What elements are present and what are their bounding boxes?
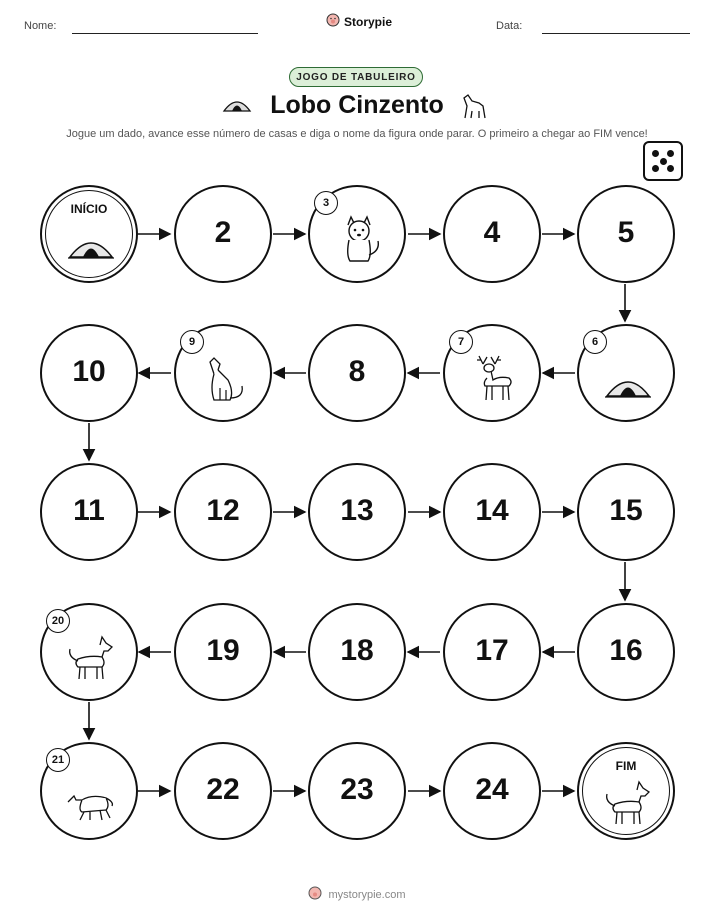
board-cell: [443, 603, 541, 701]
cell-number: 8: [348, 355, 366, 388]
howling-wolf-icon: [200, 354, 250, 402]
instructions: Jogue um dado, avance esse número de casas e diga o nome da figura onde parar. O primeiro a chegar ao FIM vence!: [66, 128, 648, 140]
cell-number-tag: 21: [46, 748, 70, 772]
board-cell: [577, 463, 675, 561]
stalking-wolf-icon: [66, 784, 116, 824]
cell-number: 24: [475, 773, 509, 806]
cell-number: 15: [609, 494, 643, 527]
cell-number: 2: [214, 216, 232, 249]
deer-icon: [469, 354, 519, 402]
board-cell: [40, 463, 138, 561]
board-cell: [443, 463, 541, 561]
cell-number: 4: [483, 216, 501, 249]
board-cell: [308, 742, 406, 840]
wolf-pup-icon: [334, 215, 384, 263]
cell-number: 18: [340, 634, 374, 667]
start-label: INÍCIO: [70, 202, 108, 216]
board-cell: [174, 463, 272, 561]
board-cell-picture: [443, 324, 541, 422]
game-type-badge: JOGO DE TABULEIRO: [289, 67, 423, 87]
footer: [0, 886, 714, 903]
pig-mascot-icon: [308, 886, 322, 903]
name-label: Nome:: [24, 20, 57, 32]
brand-name: Storypie: [344, 14, 393, 29]
board-cell: [308, 463, 406, 561]
cell-number-tag: 6: [583, 330, 607, 354]
board-cell: [443, 185, 541, 283]
standing-wolf-icon: [66, 633, 116, 681]
end-label: FIM: [615, 759, 637, 773]
board-cell-picture: [577, 324, 675, 422]
board-cell: [308, 324, 406, 422]
cell-number-tag: 9: [180, 330, 204, 354]
date-label: Data:: [496, 20, 523, 32]
cell-number: 11: [73, 494, 105, 527]
page-title: Lobo Cinzento: [270, 91, 444, 119]
cave-icon: [66, 227, 116, 267]
board-cell-end: [577, 742, 675, 840]
footer-url[interactable]: mystorypie.com: [328, 888, 406, 901]
cell-number: 19: [206, 634, 240, 667]
board-cell-start: [40, 185, 138, 283]
cell-number: 12: [206, 494, 240, 527]
cell-number-tag: 7: [449, 330, 473, 354]
cell-number-tag: 3: [314, 191, 338, 215]
cell-number: 13: [340, 494, 374, 527]
cell-number: 17: [475, 634, 509, 667]
board-cell-picture: [308, 185, 406, 283]
cell-number: 23: [340, 773, 374, 806]
cell-number: 22: [206, 773, 240, 806]
board-cell: [174, 185, 272, 283]
cell-number: 14: [475, 494, 509, 527]
cell-number: 16: [609, 634, 643, 667]
board-cell-picture: [40, 742, 138, 840]
cell-number: 10: [72, 355, 106, 388]
board-cell: [174, 742, 272, 840]
board-cell-picture: [174, 324, 272, 422]
cell-number-tag: 20: [46, 609, 70, 633]
standing-wolf-icon: [603, 778, 653, 826]
cell-number: 5: [617, 216, 635, 249]
board-cell: [577, 185, 675, 283]
board-cell-picture: [40, 603, 138, 701]
board-cell: [308, 603, 406, 701]
board-cell: [577, 603, 675, 701]
cave-icon: [603, 366, 653, 406]
board-cell: [40, 324, 138, 422]
board-cell: [174, 603, 272, 701]
board-cell: [443, 742, 541, 840]
